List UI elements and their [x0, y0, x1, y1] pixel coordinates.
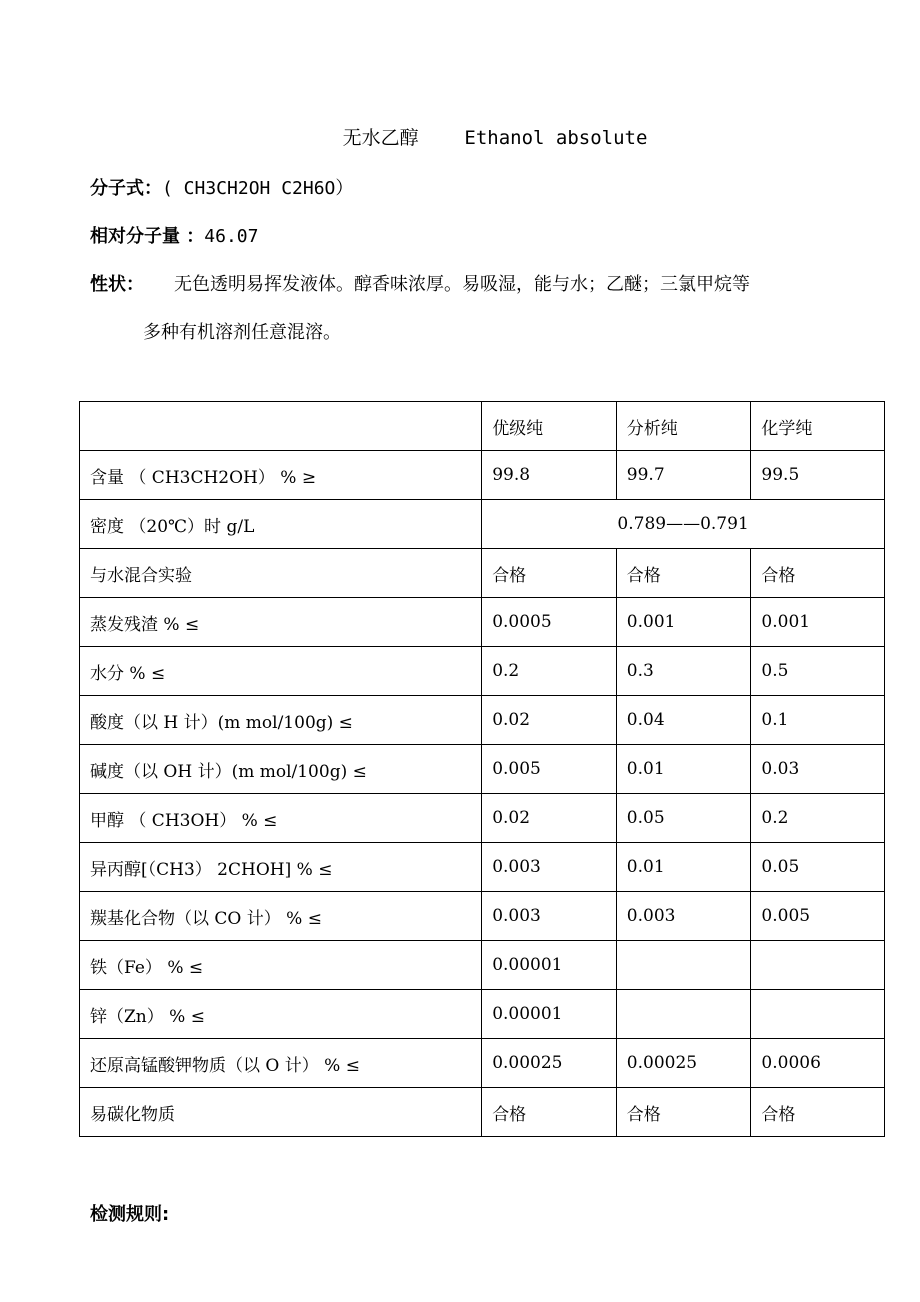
- table-cell-value: [616, 941, 751, 990]
- table-cell-label: 酸度（以 H 计）(m mol/100g) ≤: [80, 696, 482, 745]
- table-row: [80, 745, 885, 794]
- table-row: [80, 598, 885, 647]
- table-cell-value: 0.00025: [616, 1039, 751, 1088]
- table-cell-label: 碱度（以 OH 计）(m mol/100g) ≤: [80, 745, 482, 794]
- table-row: [80, 1039, 885, 1088]
- table-cell-value: 0.03: [751, 745, 885, 794]
- table-cell-value: 0.5: [751, 647, 885, 696]
- table-cell-value: 0.01: [616, 843, 751, 892]
- table-header-cell: [80, 402, 482, 451]
- table-cell-value: 0.00001: [482, 990, 617, 1039]
- table-cell-value: 0.2: [751, 794, 885, 843]
- table-cell-value: 合格: [616, 1088, 751, 1137]
- table-row: [80, 941, 885, 990]
- specification-table: [79, 401, 885, 1137]
- molecular-weight-line: [90, 222, 258, 248]
- table-cell-value: 0.04: [616, 696, 751, 745]
- table-row: [80, 794, 885, 843]
- table-cell-value: 0.003: [482, 843, 617, 892]
- table-cell-value: 0.0006: [751, 1039, 885, 1088]
- table-cell-value: 合格: [751, 549, 885, 598]
- table-cell-label: 密度 （20℃）时 g/L: [80, 500, 482, 549]
- formula-value: ( CH3CH2OH C2H6O）: [162, 178, 354, 199]
- properties-label: 性状：: [90, 274, 144, 295]
- table-cell-value: 0.2: [482, 647, 617, 696]
- properties-text-line1: 无色透明易挥发液体。醇香味浓厚。易吸湿，能与水；乙醚；三氯甲烷等: [174, 274, 750, 295]
- table-cell-label: 还原高锰酸钾物质（以 O 计） % ≤: [80, 1039, 482, 1088]
- table-row: [80, 843, 885, 892]
- table-cell-value: 0.001: [751, 598, 885, 647]
- table-cell-label: 含量 （ CH3CH2OH） % ≥: [80, 451, 482, 500]
- table-row: [80, 892, 885, 941]
- table-cell-label: 易碳化物质: [80, 1088, 482, 1137]
- table-cell-value: 0.05: [616, 794, 751, 843]
- table-cell-value: 合格: [751, 1088, 885, 1137]
- table-cell-value: 0.005: [482, 745, 617, 794]
- table-header-cell: 分析纯: [616, 402, 751, 451]
- table-cell-value: 0.003: [482, 892, 617, 941]
- table-cell-label: 羰基化合物（以 CO 计） % ≤: [80, 892, 482, 941]
- table-row: [80, 696, 885, 745]
- table-cell-value: 合格: [482, 549, 617, 598]
- table-cell-value: 99.8: [482, 451, 617, 500]
- table-cell-label: 异丙醇[（CH3） 2CHOH] % ≤: [80, 843, 482, 892]
- table-cell-value: [751, 990, 885, 1039]
- table-cell-value: 合格: [482, 1088, 617, 1137]
- table-cell-value: 0.02: [482, 794, 617, 843]
- table-cell-value: 0.02: [482, 696, 617, 745]
- table-row: [80, 990, 885, 1039]
- table-row: [80, 451, 885, 500]
- table-header-row: [80, 402, 885, 451]
- table-header-cell: 优级纯: [482, 402, 617, 451]
- table-cell-value: 0.005: [751, 892, 885, 941]
- table-row: [80, 500, 885, 549]
- table-cell-label: 水分 % ≤: [80, 647, 482, 696]
- table-cell-value: 99.5: [751, 451, 885, 500]
- table-row: [80, 549, 885, 598]
- table-cell-value: 0.001: [616, 598, 751, 647]
- table-cell-value: 0.00025: [482, 1039, 617, 1088]
- table-cell-label: 铁（Fe） % ≤: [80, 941, 482, 990]
- formula-label: 分子式：: [90, 178, 162, 199]
- table-cell-value: 0.05: [751, 843, 885, 892]
- molecular-weight-label: 相对分子量 ：: [90, 226, 205, 247]
- formula-line: [90, 174, 353, 200]
- properties-text-line2: 多种有机溶剂任意混溶。: [143, 322, 341, 343]
- table-cell-value: 0.01: [616, 745, 751, 794]
- title-chinese: 无水乙醇: [342, 127, 419, 149]
- table-cell-value: 99.7: [616, 451, 751, 500]
- table-cell-value: 0.0005: [482, 598, 617, 647]
- table-cell-value: 0.00001: [482, 941, 617, 990]
- table-cell-value: 0.003: [616, 892, 751, 941]
- document-title: [0, 123, 920, 150]
- table-cell-label: 锌（Zn） % ≤: [80, 990, 482, 1039]
- table-cell-value: 0.789——0.791: [482, 500, 885, 549]
- detection-rules-heading: 检测规则:: [90, 1204, 170, 1225]
- table-cell-label: 甲醇 （ CH3OH） % ≤: [80, 794, 482, 843]
- table-cell-value: 合格: [616, 549, 751, 598]
- table-row: [80, 1088, 885, 1137]
- table-cell-value: [751, 941, 885, 990]
- table-cell-value: [616, 990, 751, 1039]
- table-cell-value: 0.1: [751, 696, 885, 745]
- table-cell-label: 与水混合实验: [80, 549, 482, 598]
- table-row: [80, 647, 885, 696]
- molecular-weight-value: 46.07: [204, 226, 259, 247]
- table-header-cell: 化学纯: [751, 402, 885, 451]
- table-cell-label: 蒸发残渣 % ≤: [80, 598, 482, 647]
- table-cell-value: 0.3: [616, 647, 751, 696]
- properties-line: [90, 270, 750, 296]
- title-english: Ethanol absolute: [464, 127, 648, 149]
